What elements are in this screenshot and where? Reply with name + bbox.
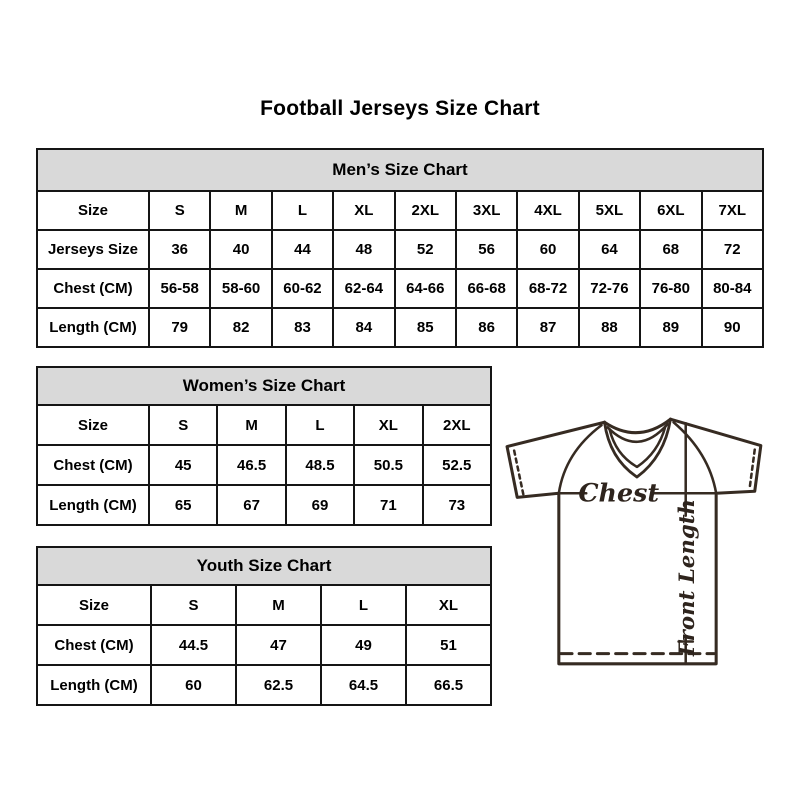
table-title: Women’s Size Chart bbox=[37, 367, 491, 405]
value-cell: 60 bbox=[517, 230, 578, 269]
value-cell: 87 bbox=[517, 308, 578, 347]
header-cell: L bbox=[286, 405, 354, 445]
header-cell: Size bbox=[37, 405, 149, 445]
header-cell: Size bbox=[37, 585, 151, 625]
right-cuff-dashed-line bbox=[750, 450, 755, 489]
header-cell: L bbox=[272, 191, 333, 230]
header-cell: M bbox=[236, 585, 321, 625]
value-cell: 69 bbox=[286, 485, 354, 525]
value-cell: 85 bbox=[395, 308, 456, 347]
value-cell: 60-62 bbox=[272, 269, 333, 308]
header-cell: Chest (CM) bbox=[37, 445, 149, 485]
table-row bbox=[37, 665, 491, 705]
header-cell: XL bbox=[406, 585, 491, 625]
value-cell: 50.5 bbox=[354, 445, 422, 485]
value-cell: 84 bbox=[333, 308, 394, 347]
header-cell: Length (CM) bbox=[37, 308, 149, 347]
value-cell: 62.5 bbox=[236, 665, 321, 705]
table-title-row bbox=[37, 547, 491, 585]
jersey-outline bbox=[507, 419, 761, 664]
value-cell: 68 bbox=[640, 230, 701, 269]
value-cell: 62-64 bbox=[333, 269, 394, 308]
value-cell: 64-66 bbox=[395, 269, 456, 308]
value-cell: 80-84 bbox=[702, 269, 763, 308]
table-row bbox=[37, 585, 491, 625]
value-cell: 76-80 bbox=[640, 269, 701, 308]
header-cell: 6XL bbox=[640, 191, 701, 230]
table-title-row bbox=[37, 149, 763, 191]
header-cell: 5XL bbox=[579, 191, 640, 230]
value-cell: 86 bbox=[456, 308, 517, 347]
value-cell: 48 bbox=[333, 230, 394, 269]
header-cell: Jerseys Size bbox=[37, 230, 149, 269]
value-cell: 67 bbox=[217, 485, 285, 525]
value-cell: 65 bbox=[149, 485, 217, 525]
header-cell: S bbox=[151, 585, 236, 625]
header-cell: Length (CM) bbox=[37, 665, 151, 705]
value-cell: 66.5 bbox=[406, 665, 491, 705]
table-row bbox=[37, 269, 763, 308]
header-cell: S bbox=[149, 191, 210, 230]
table-title: Youth Size Chart bbox=[37, 547, 491, 585]
header-cell: Chest (CM) bbox=[37, 269, 149, 308]
header-cell: L bbox=[321, 585, 406, 625]
header-cell: Size bbox=[37, 191, 149, 230]
table-row bbox=[37, 405, 491, 445]
value-cell: 83 bbox=[272, 308, 333, 347]
page-title: Football Jerseys Size Chart bbox=[260, 97, 540, 120]
value-cell: 88 bbox=[579, 308, 640, 347]
front-length-label: Front Length bbox=[674, 498, 700, 657]
value-cell: 44.5 bbox=[151, 625, 236, 665]
mens-size-chart-table bbox=[36, 148, 764, 348]
table-title: Men’s Size Chart bbox=[37, 149, 763, 191]
value-cell: 56 bbox=[456, 230, 517, 269]
value-cell: 71 bbox=[354, 485, 422, 525]
table-title-row bbox=[37, 367, 491, 405]
header-cell: XL bbox=[333, 191, 394, 230]
value-cell: 82 bbox=[210, 308, 271, 347]
table-row bbox=[37, 485, 491, 525]
table-row bbox=[37, 191, 763, 230]
right-sleeve-seam bbox=[674, 422, 717, 493]
header-cell: 2XL bbox=[395, 191, 456, 230]
value-cell: 72 bbox=[702, 230, 763, 269]
value-cell: 52 bbox=[395, 230, 456, 269]
value-cell: 44 bbox=[272, 230, 333, 269]
value-cell: 68-72 bbox=[517, 269, 578, 308]
header-cell: XL bbox=[354, 405, 422, 445]
value-cell: 79 bbox=[149, 308, 210, 347]
header-cell: Length (CM) bbox=[37, 485, 149, 525]
value-cell: 90 bbox=[702, 308, 763, 347]
table-row bbox=[37, 445, 491, 485]
header-cell: 3XL bbox=[456, 191, 517, 230]
value-cell: 58-60 bbox=[210, 269, 271, 308]
value-cell: 52.5 bbox=[423, 445, 491, 485]
value-cell: 36 bbox=[149, 230, 210, 269]
header-cell: S bbox=[149, 405, 217, 445]
header-cell: M bbox=[210, 191, 271, 230]
header-cell: 2XL bbox=[423, 405, 491, 445]
chest-label: Chest bbox=[578, 477, 660, 508]
table-row bbox=[37, 308, 763, 347]
jersey-measurement-diagram bbox=[503, 414, 773, 670]
youth-size-chart-table bbox=[36, 546, 492, 706]
value-cell: 40 bbox=[210, 230, 271, 269]
value-cell: 49 bbox=[321, 625, 406, 665]
value-cell: 56-58 bbox=[149, 269, 210, 308]
value-cell: 51 bbox=[406, 625, 491, 665]
value-cell: 60 bbox=[151, 665, 236, 705]
value-cell: 89 bbox=[640, 308, 701, 347]
value-cell: 73 bbox=[423, 485, 491, 525]
value-cell: 66-68 bbox=[456, 269, 517, 308]
header-cell: 4XL bbox=[517, 191, 578, 230]
header-cell: 7XL bbox=[702, 191, 763, 230]
value-cell: 46.5 bbox=[217, 445, 285, 485]
value-cell: 48.5 bbox=[286, 445, 354, 485]
womens-size-chart-table bbox=[36, 366, 492, 526]
table-row bbox=[37, 625, 491, 665]
value-cell: 72-76 bbox=[579, 269, 640, 308]
header-cell: Chest (CM) bbox=[37, 625, 151, 665]
table-row bbox=[37, 230, 763, 269]
value-cell: 64.5 bbox=[321, 665, 406, 705]
value-cell: 45 bbox=[149, 445, 217, 485]
header-cell: M bbox=[217, 405, 285, 445]
value-cell: 47 bbox=[236, 625, 321, 665]
value-cell: 64 bbox=[579, 230, 640, 269]
